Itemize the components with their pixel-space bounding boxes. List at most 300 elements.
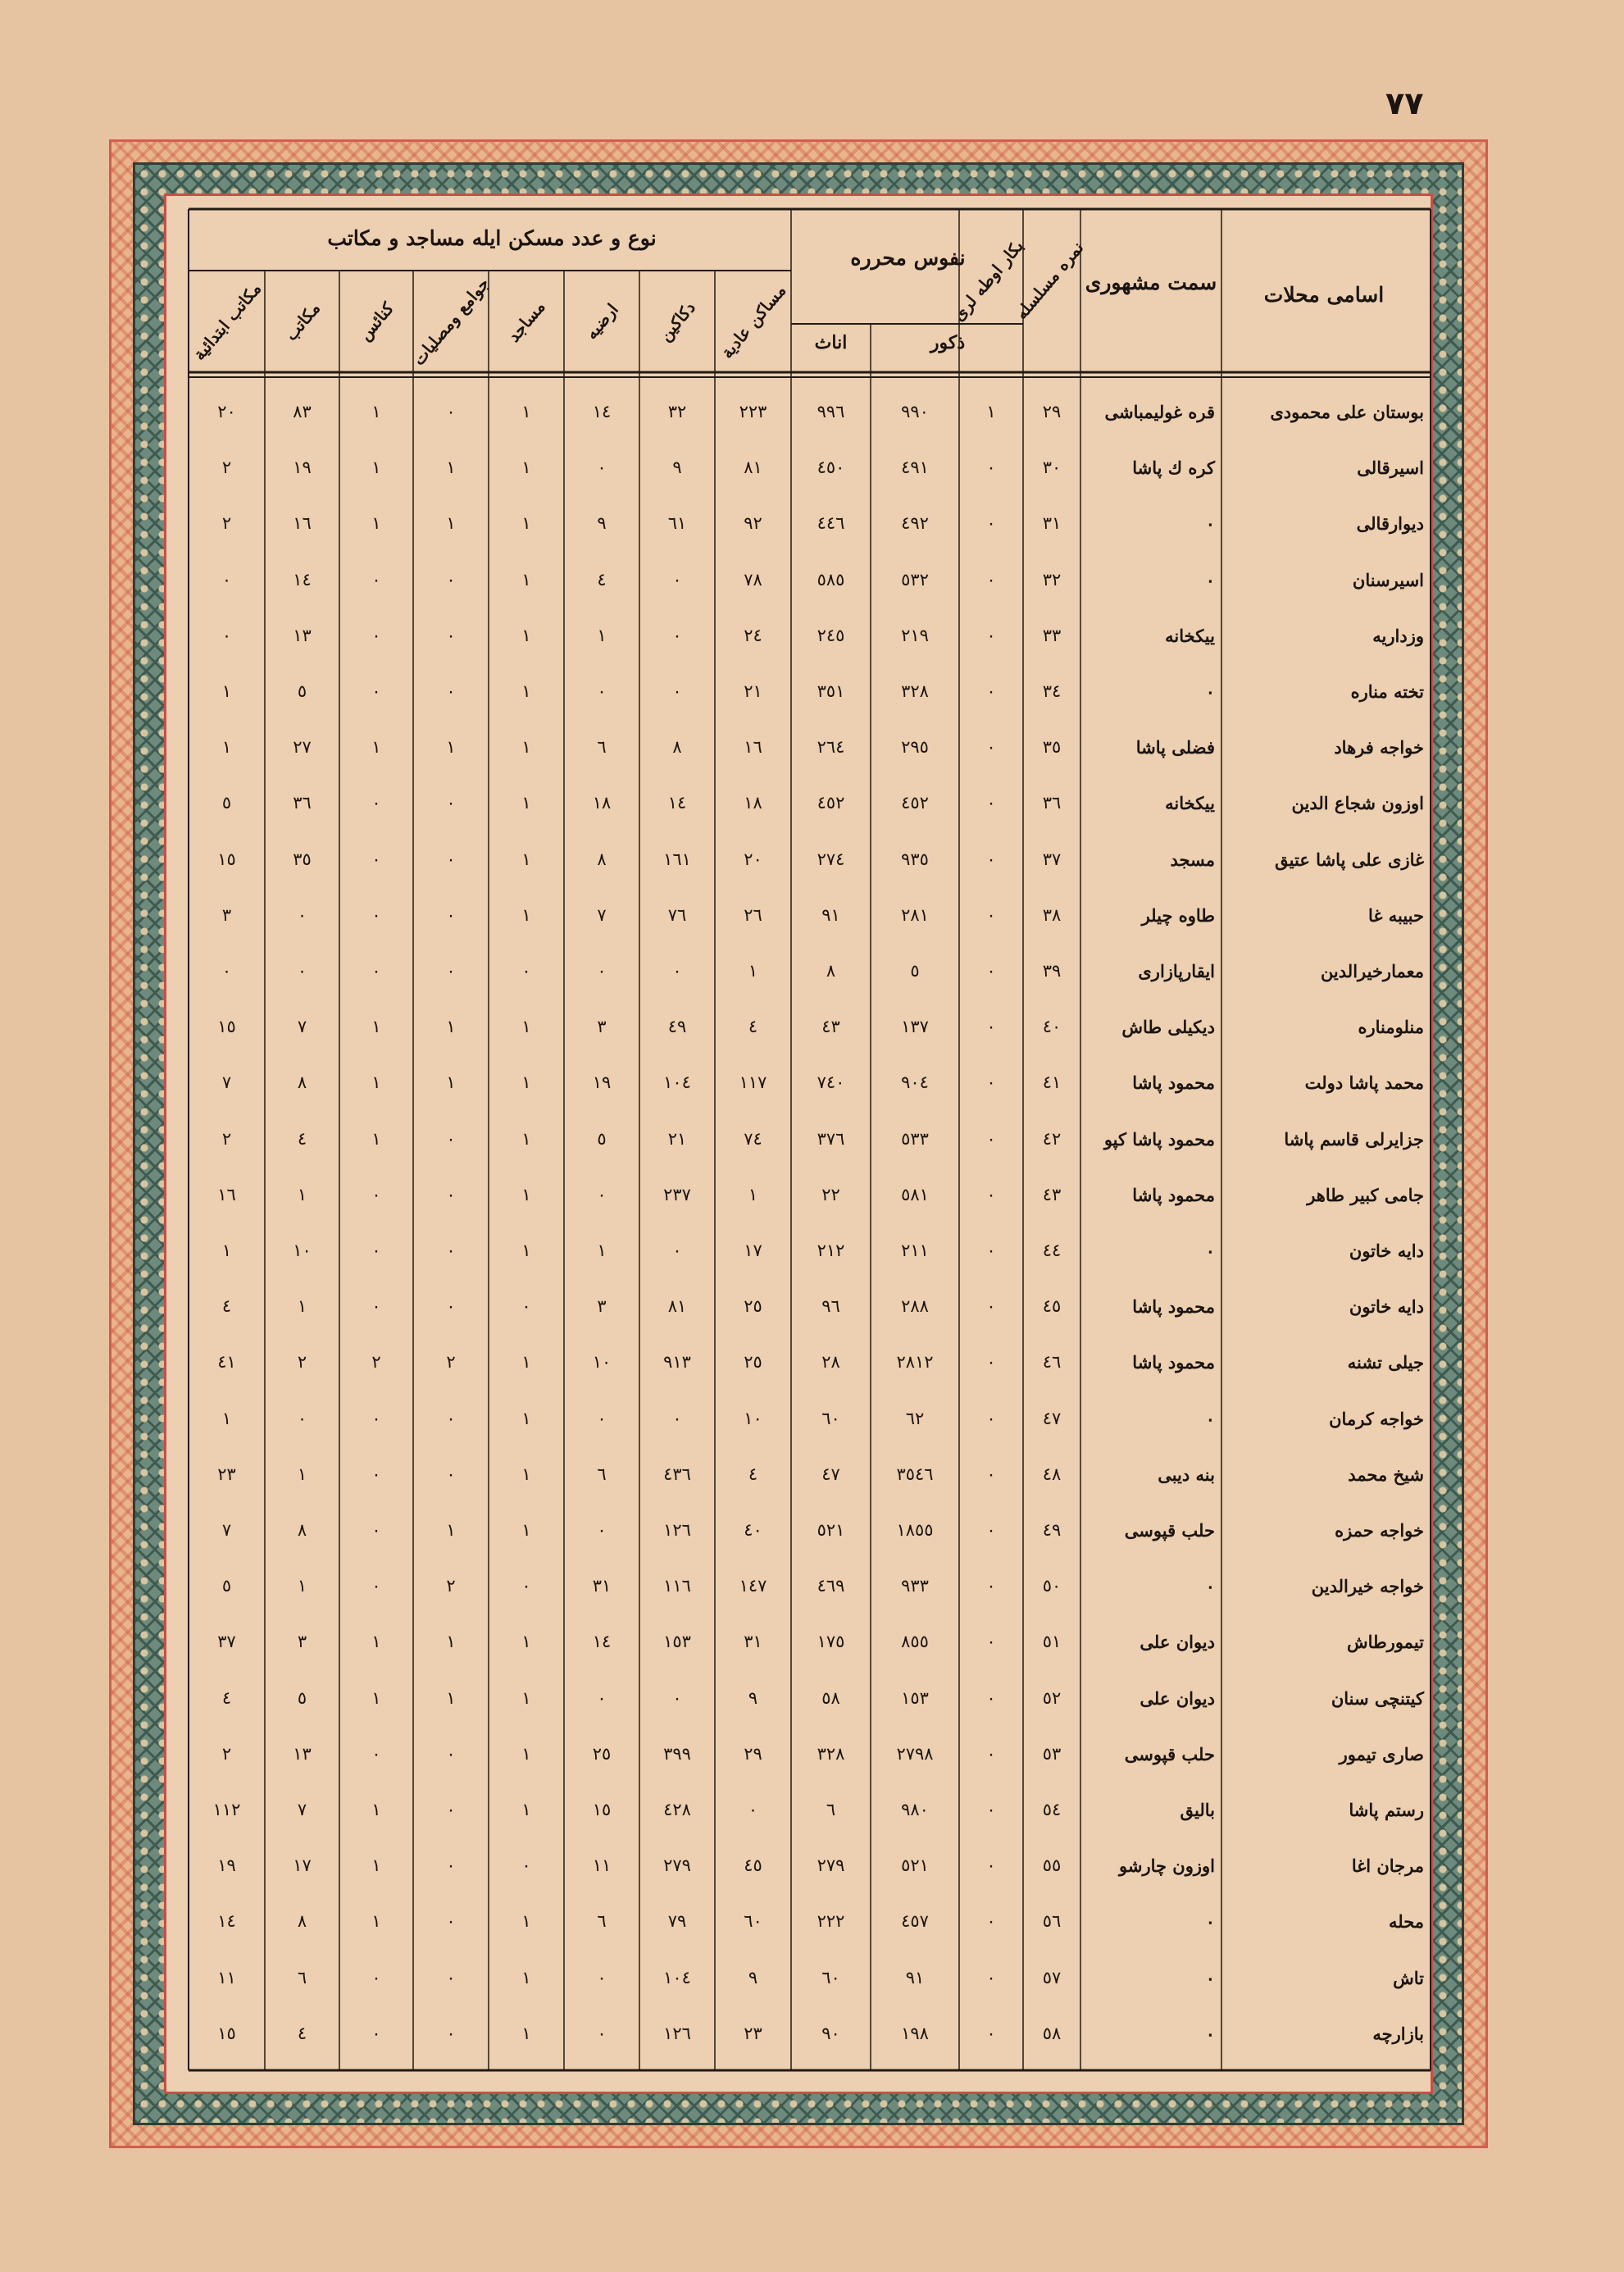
cell-type-0: ٩ <box>748 1687 758 1708</box>
cell-type-2: ٠ <box>597 1184 607 1204</box>
cell-bekar: ٠ <box>986 681 996 701</box>
cell-zukur: ٥٢١ <box>901 1855 929 1876</box>
cell-bekar: ١ <box>986 402 996 421</box>
cell-type-6: ١٩ <box>293 458 312 478</box>
cell-type-0: ١٧ <box>744 1241 762 1260</box>
cell-type-0: ٢٢٣ <box>739 402 767 421</box>
cell-type-6: ١ <box>297 1296 307 1317</box>
cell-inas: ٣٥١ <box>817 681 845 701</box>
cell-zukur: ٢٨١ <box>901 904 929 925</box>
cell-semt: محمود پاشا <box>1132 1296 1215 1318</box>
cell-type-0: ٧٤ <box>744 1128 762 1149</box>
cell-type-7: ٢٠ <box>217 402 236 421</box>
cell-bekar: ٠ <box>986 1576 996 1596</box>
cell-type-3: ١ <box>521 1128 531 1149</box>
cell-type-0: ١ <box>748 1184 758 1204</box>
cell-sira: ٤٣ <box>1042 1184 1062 1204</box>
cell-inas: ٢٧٤ <box>817 849 845 869</box>
cell-type-3: ٠ <box>521 1855 531 1876</box>
cell-type-4: ٢ <box>446 1576 456 1596</box>
cell-semt: ییكخانه <box>1165 793 1215 814</box>
cell-inas: ٢٤٥ <box>817 625 845 645</box>
cell-mahalle: حبیبه غا <box>1368 904 1424 926</box>
cell-type-1: ١٦١ <box>663 849 691 869</box>
cell-mahalle: اسیرقالی <box>1357 458 1424 479</box>
cell-type-5: ٠ <box>371 849 381 869</box>
cell-mahalle: صاری تیمور <box>1339 1743 1424 1764</box>
cell-bekar: ٠ <box>986 2023 996 2043</box>
cell-type-6: ٠ <box>297 961 307 981</box>
cell-type-6: ٧ <box>297 1800 307 1819</box>
cell-type-7: ٢ <box>221 1743 232 1764</box>
cell-type-4: ٠ <box>446 1241 456 1260</box>
cell-semt: بالیق <box>1180 1800 1215 1820</box>
cell-type-5: ١ <box>371 458 381 478</box>
cell-type-5: ١ <box>371 402 381 421</box>
cell-bekar: ٠ <box>986 1464 996 1484</box>
cell-semt: اوزون چارشو <box>1119 1855 1215 1877</box>
cell-semt: ٠ <box>1205 513 1215 535</box>
cell-inas: ٩٠ <box>821 2023 840 2043</box>
cell-inas: ٩١ <box>821 904 840 925</box>
cell-type-7: ٤ <box>221 1296 232 1317</box>
cell-type-7: ١ <box>221 1241 232 1260</box>
cell-type-3: ١ <box>521 1408 531 1428</box>
cell-type-3: ١ <box>521 402 531 421</box>
cell-zukur: ٤٥٢ <box>901 793 929 813</box>
cell-type-6: ٤ <box>297 1128 307 1149</box>
cell-mahalle: بازارچه <box>1372 2023 1424 2044</box>
cell-zukur: ٩٨٠ <box>901 1800 929 1819</box>
cell-zukur: ١٩٨ <box>901 2023 929 2043</box>
cell-type-5: ١ <box>371 1017 381 1037</box>
cell-type-1: ٠ <box>672 1241 682 1260</box>
cell-type-1: ١٠٤ <box>663 1072 691 1093</box>
cell-semt: ٠ <box>1205 1967 1215 1988</box>
cell-semt: محمود پاشا كپو <box>1103 1128 1215 1150</box>
cell-bekar: ٠ <box>986 513 996 534</box>
cell-type-4: ٠ <box>446 1296 456 1317</box>
cell-mahalle: محله <box>1388 1911 1424 1933</box>
cell-bekar: ٠ <box>986 1911 996 1932</box>
header-sira: نمره مسلسله <box>1011 237 1088 324</box>
cell-type-5: ٠ <box>371 569 381 590</box>
cell-type-4: ١ <box>446 458 456 478</box>
cell-type-7: ٢ <box>221 1128 232 1149</box>
header-inas: اناث <box>814 332 848 353</box>
cell-inas: ٧٤٠ <box>817 1072 845 1093</box>
cell-type-1: ٢١ <box>667 1128 687 1149</box>
cell-type-5: ٠ <box>371 1241 381 1260</box>
cell-type-4: ٠ <box>446 1408 456 1428</box>
cell-type-2: ٣ <box>597 1017 607 1037</box>
cell-zukur: ٨٥٥ <box>901 1632 929 1652</box>
cell-type-6: ٧ <box>297 1017 307 1037</box>
cell-type-6: ٢٧ <box>293 737 312 758</box>
cell-type-2: ٣ <box>597 1296 607 1317</box>
cell-type-7: ٣٧ <box>217 1632 236 1652</box>
cell-type-2: ٠ <box>597 2023 607 2043</box>
cell-type-1: ٤٩ <box>667 1017 687 1037</box>
cell-type-1: ٣٢ <box>667 402 687 421</box>
cell-inas: ١٧٥ <box>817 1632 845 1652</box>
header-type-4: جوامع ومصليات <box>408 273 494 370</box>
cell-type-6: ٢ <box>297 1352 307 1373</box>
cell-type-6: ١٤ <box>293 569 312 590</box>
cell-mahalle: تاش <box>1393 1967 1424 1988</box>
cell-type-2: ٦ <box>597 737 607 758</box>
header-types-title: نوع و عدد مسكن ايله مساجد و مكاتب <box>327 226 657 250</box>
cell-inas: ٨ <box>826 961 836 981</box>
header-type-0: مساكن عادية <box>716 280 789 362</box>
cell-type-7: ١١٢ <box>212 1800 241 1819</box>
cell-type-1: ٨ <box>672 737 682 758</box>
cell-type-4: ٠ <box>446 1743 456 1764</box>
cell-sira: ٥٣ <box>1042 1743 1062 1764</box>
cell-type-2: ١٤ <box>592 1632 612 1652</box>
cell-type-7: ٥ <box>221 1576 232 1596</box>
cell-mahalle: رستم پاشا <box>1349 1800 1424 1820</box>
cell-bekar: ٠ <box>986 569 996 590</box>
cell-type-5: ٠ <box>371 1520 381 1540</box>
cell-zukur: ٩٩٠ <box>901 402 929 421</box>
cell-type-3: ١ <box>521 737 531 758</box>
cell-inas: ٩٦ <box>821 1296 840 1317</box>
cell-sira: ٥١ <box>1042 1632 1062 1652</box>
cell-type-4: ٠ <box>446 1911 456 1932</box>
cell-mahalle: شیخ محمد <box>1348 1464 1424 1485</box>
cell-inas: ٦ <box>826 1800 836 1819</box>
cell-sira: ٤٦ <box>1042 1352 1062 1373</box>
cell-semt: فضلی پاشا <box>1135 737 1215 758</box>
cell-type-4: ٠ <box>446 2023 456 2043</box>
cell-bekar: ٠ <box>986 458 996 478</box>
cell-zukur: ٢١٩ <box>901 625 929 645</box>
cell-inas: ٥٨ <box>821 1687 840 1708</box>
cell-type-5: ١ <box>371 1128 381 1149</box>
cell-zukur: ٥٨١ <box>901 1184 929 1204</box>
cell-type-4: ٠ <box>446 1800 456 1819</box>
cell-zukur: ٥ <box>910 961 920 981</box>
cell-type-1: ١٥٣ <box>663 1632 691 1652</box>
cell-type-3: ١ <box>521 1241 531 1260</box>
cell-type-2: ٣١ <box>592 1576 612 1596</box>
cell-type-6: ٨٣ <box>293 402 312 421</box>
cell-zukur: ٣٥٤٦ <box>896 1464 934 1484</box>
cell-inas: ٣٧٦ <box>817 1128 845 1149</box>
cell-type-0: ٤ <box>748 1464 758 1484</box>
cell-type-4: ٠ <box>446 1464 456 1484</box>
cell-type-4: ٠ <box>446 1128 456 1149</box>
cell-type-3: ١ <box>521 2023 531 2043</box>
cell-zukur: ١٣٧ <box>901 1017 929 1037</box>
cell-sira: ٣٣ <box>1042 625 1062 645</box>
cell-type-7: ١ <box>221 1408 232 1428</box>
cell-bekar: ٠ <box>986 1072 996 1093</box>
cell-type-3: ٠ <box>521 961 531 981</box>
cell-type-7: ١٦ <box>217 1184 236 1204</box>
cell-type-7: ٢ <box>221 513 232 534</box>
cell-type-0: ١٤٧ <box>739 1576 767 1596</box>
cell-type-5: ٠ <box>371 1576 381 1596</box>
cell-type-0: ٠ <box>748 1800 758 1819</box>
cell-type-6: ٥ <box>297 1687 307 1708</box>
cell-zukur: ٩٣٣ <box>901 1576 929 1596</box>
cell-type-0: ١ <box>748 961 758 981</box>
cell-zukur: ٢٨٨ <box>901 1296 929 1317</box>
cell-inas: ٥٨٥ <box>817 569 845 590</box>
cell-inas: ٢٢٢ <box>817 1911 845 1932</box>
cell-semt: ٠ <box>1205 681 1215 702</box>
cell-bekar: ٠ <box>986 1352 996 1373</box>
cell-type-4: ٠ <box>446 904 456 925</box>
cell-sira: ٤٠ <box>1042 1017 1062 1037</box>
cell-type-0: ٤ <box>748 1017 758 1037</box>
cell-type-7: ١٥ <box>217 2023 236 2043</box>
cell-mahalle: جامی كبیر طاهر <box>1307 1184 1424 1205</box>
header-type-7: مكاتب ابتدائية <box>189 279 265 364</box>
cell-inas: ٤٦٩ <box>817 1576 845 1596</box>
cell-semt: دیكیلی طاش <box>1121 1017 1215 1038</box>
cell-bekar: ٠ <box>986 1128 996 1149</box>
cell-type-2: ٤ <box>597 569 607 590</box>
cell-type-1: ١٢٦ <box>663 1520 691 1540</box>
header-bekar: بكار اوطه لری <box>948 235 1028 326</box>
cell-type-2: ٠ <box>597 1408 607 1428</box>
cell-mahalle: معمارخیرالدین <box>1320 961 1424 981</box>
cell-semt: دیوان علی <box>1140 1687 1215 1709</box>
cell-mahalle: دایه خاتون <box>1349 1296 1424 1318</box>
cell-type-6: ٨ <box>297 1072 307 1093</box>
cell-sira: ٣٨ <box>1042 904 1062 925</box>
cell-type-5: ١ <box>371 1855 381 1876</box>
cell-bekar: ٠ <box>986 1687 996 1708</box>
cell-type-0: ٩٢ <box>744 513 762 534</box>
cell-type-0: ٨١ <box>744 458 762 478</box>
cell-mahalle: كیتنچی سنان <box>1331 1687 1424 1709</box>
cell-inas: ٢٨ <box>821 1352 840 1373</box>
cell-type-3: ١ <box>521 1017 531 1037</box>
cell-bekar: ٠ <box>986 1520 996 1540</box>
cell-type-0: ٩ <box>748 1967 758 1987</box>
cell-type-6: ١ <box>297 1184 307 1204</box>
cell-mahalle: جیلی تشنه <box>1347 1352 1424 1373</box>
cell-mahalle: اسیرسنان <box>1352 569 1424 590</box>
cell-type-5: ٠ <box>371 2023 381 2043</box>
cell-zukur: ٤٥٧ <box>901 1911 929 1932</box>
cell-type-3: ١ <box>521 458 531 478</box>
cell-inas: ٩٩٦ <box>817 402 845 421</box>
cell-type-2: ٠ <box>597 1687 607 1708</box>
cell-type-4: ٢ <box>446 1352 456 1373</box>
cell-type-1: ٢٣٧ <box>663 1184 691 1204</box>
cell-type-4: ١ <box>446 1072 456 1093</box>
cell-type-6: ١ <box>297 1464 307 1484</box>
cell-semt: مسجد <box>1170 849 1215 870</box>
cell-type-0: ٢٦ <box>744 904 762 925</box>
cell-type-1: ٦١ <box>667 513 687 534</box>
cell-semt: ٠ <box>1205 1408 1215 1429</box>
cell-type-4: ٠ <box>446 569 456 590</box>
cell-type-3: ١ <box>521 625 531 645</box>
cell-inas: ٣٢٨ <box>817 1743 845 1764</box>
cell-sira: ٣١ <box>1042 513 1062 534</box>
cell-type-2: ٨ <box>597 849 607 869</box>
cell-type-1: ٠ <box>672 681 682 701</box>
cell-type-7: ٤ <box>221 1687 232 1708</box>
cell-type-1: ٠ <box>672 1408 682 1428</box>
cell-semt: ٠ <box>1205 1241 1215 1261</box>
cell-type-5: ٠ <box>371 1296 381 1317</box>
cell-type-4: ١ <box>446 737 456 758</box>
cell-mahalle: غازی علی پاشا عتیق <box>1275 849 1424 870</box>
cell-type-6: ٣٦ <box>293 793 312 813</box>
cell-zukur: ٩٣٥ <box>901 849 929 869</box>
cell-type-5: ١ <box>371 1632 381 1652</box>
cell-type-4: ٠ <box>446 849 456 869</box>
cell-type-0: ٢١ <box>744 681 762 701</box>
cell-type-3: ١ <box>521 904 531 925</box>
cell-type-3: ١ <box>521 1743 531 1764</box>
cell-type-3: ١ <box>521 1520 531 1540</box>
cell-sira: ٤٨ <box>1042 1464 1062 1484</box>
cell-type-1: ٩ <box>672 458 682 478</box>
cell-type-5: ٠ <box>371 1967 381 1987</box>
cell-type-7: ٠ <box>221 569 232 590</box>
page-number: ٧٧ <box>1385 85 1424 121</box>
cell-type-3: ١ <box>521 513 531 534</box>
cell-type-7: ٤١ <box>217 1352 236 1373</box>
cell-sira: ٣٤ <box>1042 681 1062 701</box>
cell-type-4: ٠ <box>446 1184 456 1204</box>
cell-sira: ٣٥ <box>1042 737 1062 758</box>
cell-type-2: ١٤ <box>592 402 612 421</box>
cell-type-2: ٠ <box>597 458 607 478</box>
cell-type-1: ٩١٣ <box>663 1352 691 1373</box>
cell-sira: ٢٩ <box>1042 402 1062 421</box>
cell-mahalle: خواجه حمزه <box>1335 1520 1424 1541</box>
cell-type-1: ٠ <box>672 961 682 981</box>
cell-semt: كره ك پاشا <box>1132 458 1215 479</box>
cell-bekar: ٠ <box>986 849 996 869</box>
cell-type-7: ١٩ <box>217 1855 236 1876</box>
header-type-1: دكاكين <box>655 298 699 345</box>
cell-mahalle: اوزون شجاع الدین <box>1291 793 1424 814</box>
cell-sira: ٣٧ <box>1042 849 1062 869</box>
cell-bekar: ٠ <box>986 1855 996 1876</box>
cell-semt: محمود پاشا <box>1132 1352 1215 1373</box>
cell-type-2: ١ <box>597 625 607 645</box>
cell-type-7: ٠ <box>221 625 232 645</box>
cell-semt: محمود پاشا <box>1132 1072 1215 1094</box>
cell-type-2: ١٠ <box>592 1352 612 1373</box>
header-type-5: كنائس <box>354 298 398 344</box>
cell-type-4: ٠ <box>446 625 456 645</box>
cell-type-2: ١٩ <box>592 1072 612 1093</box>
cell-type-3: ١ <box>521 849 531 869</box>
cell-type-7: ١١ <box>217 1967 236 1987</box>
cell-semt: بنه دیبی <box>1158 1464 1215 1485</box>
cell-sira: ٣٠ <box>1042 458 1062 478</box>
cell-type-5: ١ <box>371 1687 381 1708</box>
cell-sira: ٤١ <box>1042 1072 1062 1093</box>
cell-type-3: ١ <box>521 681 531 701</box>
cell-type-0: ١٨ <box>744 793 762 813</box>
cell-mahalle: جزایرلی قاسم پاشا <box>1284 1128 1424 1150</box>
cell-type-3: ١ <box>521 569 531 590</box>
cell-type-1: ١٤ <box>667 793 687 813</box>
cell-type-6: ٣ <box>297 1632 307 1652</box>
cell-type-0: ١٦ <box>744 737 762 758</box>
cell-type-3: ١ <box>521 1967 531 1987</box>
cell-type-6: ٤ <box>297 2023 307 2043</box>
cell-type-1: ٢٧٩ <box>663 1855 691 1876</box>
cell-zukur: ٥٣٢ <box>901 569 929 590</box>
cell-sira: ٤٥ <box>1042 1296 1062 1317</box>
cell-type-1: ٨١ <box>667 1296 687 1317</box>
cell-inas: ٥٢١ <box>817 1520 845 1540</box>
cell-mahalle: خواجه خیرالدین <box>1311 1576 1424 1597</box>
cell-type-5: ١ <box>371 1072 381 1093</box>
cell-type-6: ٨ <box>297 1520 307 1540</box>
cell-type-1: ١٢٦ <box>663 2023 691 2043</box>
cell-semt: ٠ <box>1205 2023 1215 2044</box>
header-semt: سمت مشهوری <box>1085 271 1217 294</box>
cell-type-4: ٠ <box>446 402 456 421</box>
cell-zukur: ٢٩٥ <box>901 737 929 758</box>
cell-type-6: ١٧ <box>293 1855 312 1876</box>
cell-semt: طاوه چیلر <box>1141 904 1215 926</box>
cell-type-5: ٠ <box>371 625 381 645</box>
cell-bekar: ٠ <box>986 737 996 758</box>
cell-mahalle: منلومناره <box>1358 1017 1424 1038</box>
cell-zukur: ٤٩٢ <box>901 513 929 534</box>
cell-inas: ٦٠ <box>821 1408 840 1428</box>
cell-inas: ٤٥٢ <box>817 793 845 813</box>
cell-type-3: ١ <box>521 1352 531 1373</box>
cell-type-7: ٣ <box>221 904 232 925</box>
cell-type-5: ٠ <box>371 681 381 701</box>
cell-sira: ٥٦ <box>1042 1911 1062 1932</box>
cell-inas: ٢١٢ <box>817 1241 845 1260</box>
cell-type-2: ٠ <box>597 961 607 981</box>
cell-mahalle: خواجه كرمان <box>1329 1408 1424 1429</box>
cell-zukur: ٢٨١٢ <box>896 1352 934 1373</box>
cell-sira: ٤٢ <box>1042 1128 1062 1149</box>
cell-sira: ٤٤ <box>1042 1241 1062 1260</box>
cell-type-2: ١ <box>597 1241 607 1260</box>
cell-type-1: ٣٩٩ <box>663 1743 691 1764</box>
cell-type-7: ٧ <box>221 1072 232 1093</box>
cell-inas: ٦٠ <box>821 1967 840 1987</box>
cell-sira: ٥٢ <box>1042 1687 1062 1708</box>
cell-type-0: ٧٨ <box>744 569 762 590</box>
cell-type-7: ٢ <box>221 458 232 478</box>
cell-bekar: ٠ <box>986 1241 996 1260</box>
cell-sira: ٣٢ <box>1042 569 1062 590</box>
cell-type-2: ١٥ <box>592 1800 612 1819</box>
cell-bekar: ٠ <box>986 904 996 925</box>
cell-type-6: ١٣ <box>293 1743 312 1764</box>
cell-type-4: ٠ <box>446 793 456 813</box>
cell-type-6: ٨ <box>297 1911 307 1932</box>
cell-type-0: ١١٧ <box>739 1072 767 1093</box>
cell-type-4: ٠ <box>446 961 456 981</box>
cell-type-2: ٦ <box>597 1911 607 1932</box>
cell-type-7: ٧ <box>221 1520 232 1540</box>
cell-sira: ٥٥ <box>1042 1855 1062 1876</box>
cell-bekar: ٠ <box>986 1632 996 1652</box>
